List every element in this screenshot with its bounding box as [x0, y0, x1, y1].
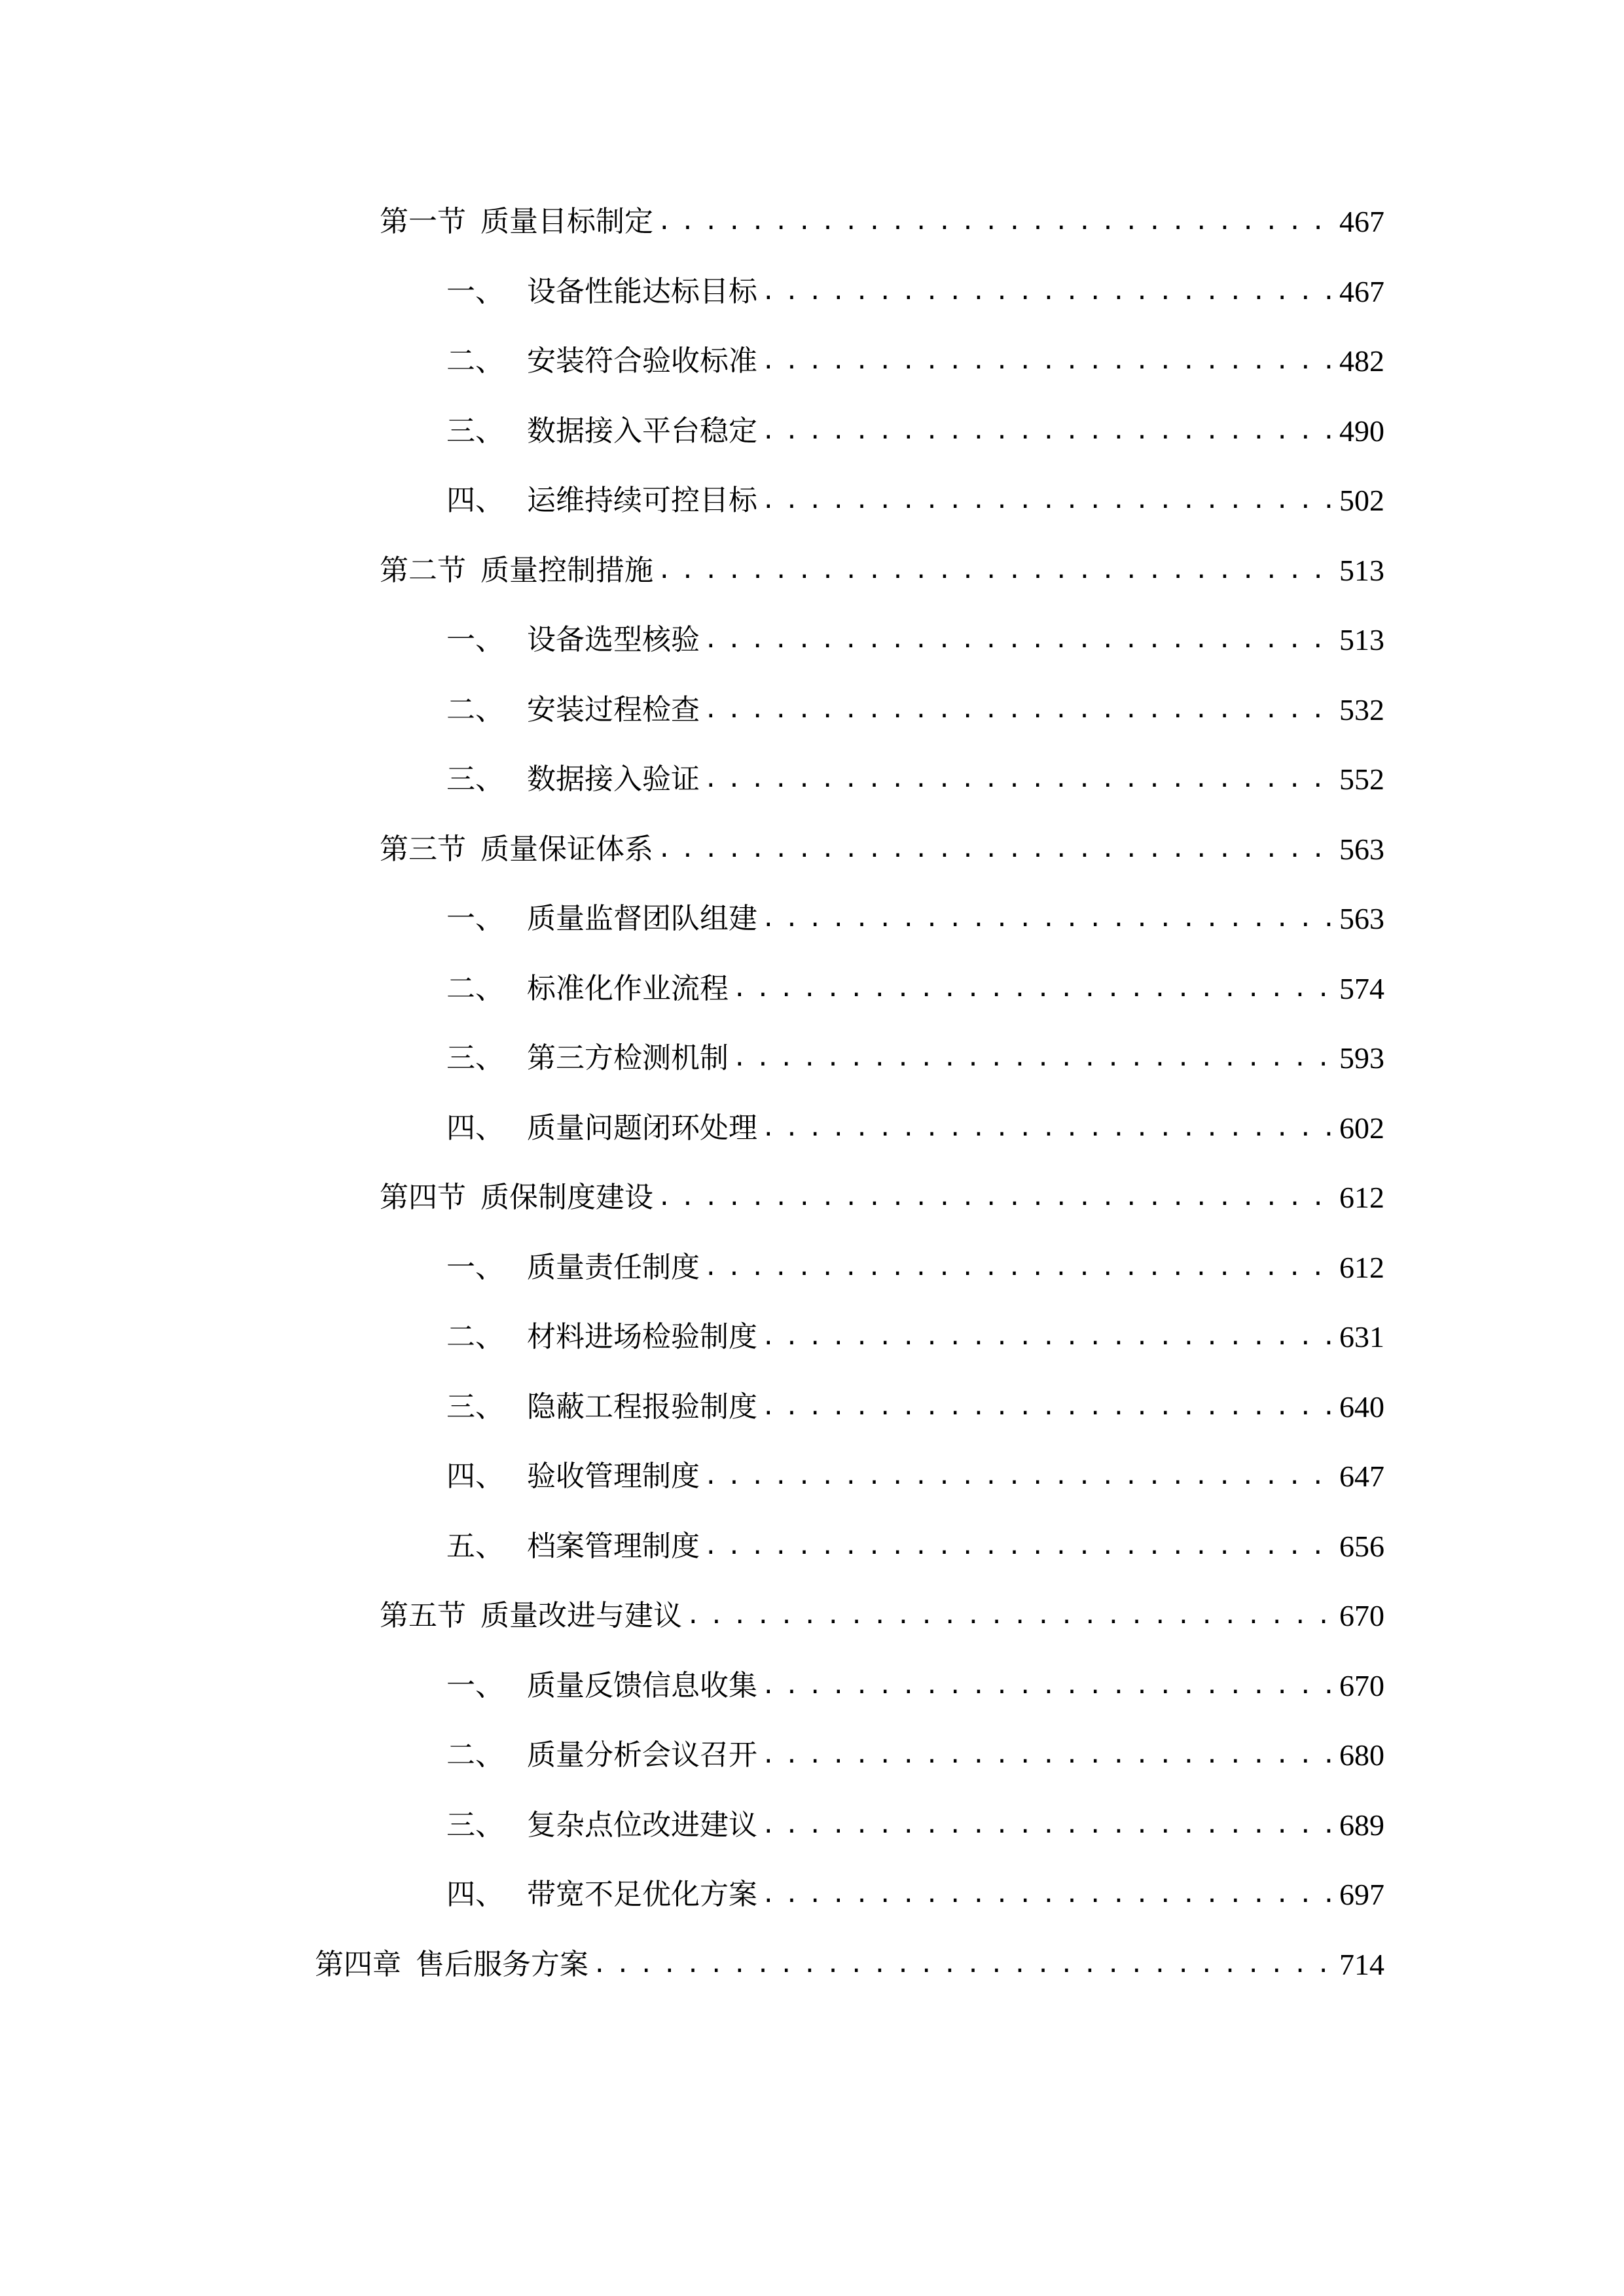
toc-entry-page: 593: [1339, 1041, 1384, 1075]
toc-entry-section[interactable]: [380, 202, 1384, 242]
toc-entry-page: 612: [1339, 1250, 1384, 1284]
toc-entry-page: 670: [1339, 1668, 1384, 1702]
toc-entry-number: 二、: [446, 692, 504, 726]
dot-leader: [657, 551, 1331, 590]
toc-entry-number: 第五节: [380, 1599, 466, 1632]
toc-entry-number: 三、: [446, 762, 504, 796]
dot-leader: [732, 969, 1331, 1009]
toc-entry-title: 数据接入验证: [527, 762, 700, 796]
toc-entry-item[interactable]: [446, 1527, 1384, 1566]
toc-entry-section[interactable]: [380, 1178, 1384, 1217]
toc-entry-title: 质保制度建设: [480, 1181, 653, 1214]
toc-entry-title: 质量目标制定: [480, 205, 653, 238]
toc-entry-number: 第二节: [380, 553, 466, 587]
toc-entry-number: 四、: [446, 1111, 504, 1145]
toc-entry-number: 一、: [446, 1250, 504, 1284]
toc-entry-page: 563: [1339, 832, 1384, 866]
toc-entry-item[interactable]: [446, 760, 1384, 799]
dot-leader: [761, 272, 1331, 312]
dot-leader: [704, 760, 1331, 799]
toc-entry-title: 设备性能达标目标: [527, 274, 757, 308]
toc-entry-item[interactable]: [446, 1109, 1384, 1148]
dot-leader: [761, 1388, 1331, 1427]
toc-entry-title: 标准化作业流程: [527, 971, 729, 1005]
toc-entry-item[interactable]: [446, 272, 1384, 312]
toc-entry-page: 647: [1339, 1460, 1384, 1493]
toc-entry-title: 质量保证体系: [480, 832, 653, 866]
toc-entry-page: 563: [1339, 902, 1384, 935]
toc-entry-title: 质量改进与建议: [480, 1599, 682, 1632]
toc-entry-item[interactable]: [446, 1666, 1384, 1706]
toc-entry-number: 二、: [446, 344, 504, 378]
toc-entry-page: 513: [1339, 623, 1384, 656]
toc-entry-item[interactable]: [446, 1388, 1384, 1427]
toc-entry-item[interactable]: [446, 1457, 1384, 1496]
toc-entry-page: 670: [1339, 1599, 1384, 1632]
toc-entry-item[interactable]: [446, 1318, 1384, 1357]
toc-entry-title: 质量问题闭环处理: [527, 1111, 757, 1145]
toc-entry-title: 运维持续可控目标: [527, 484, 757, 517]
dot-leader: [761, 342, 1331, 381]
toc-entry-title: 质量反馈信息收集: [527, 1668, 757, 1702]
toc-entry-page: 689: [1339, 1808, 1384, 1842]
toc-entry-section[interactable]: [380, 830, 1384, 869]
toc-entry-title: 数据接入平台稳定: [527, 414, 757, 448]
dot-leader: [761, 1806, 1331, 1845]
dot-leader: [704, 1527, 1331, 1566]
dot-leader: [761, 481, 1331, 520]
toc-entry-number: 第三节: [380, 832, 466, 866]
dot-leader: [704, 1248, 1331, 1287]
toc-entry-page: 502: [1339, 484, 1384, 517]
toc-entry-item[interactable]: [446, 1806, 1384, 1845]
toc-entry-page: 574: [1339, 971, 1384, 1005]
toc-entry-page: 714: [1339, 1947, 1384, 1981]
toc-entry-number: 二、: [446, 1320, 504, 1354]
toc-entry-item[interactable]: [446, 620, 1384, 660]
toc-entry-title: 验收管理制度: [527, 1460, 700, 1493]
toc-entry-number: 四、: [446, 1460, 504, 1493]
toc-entry-number: 五、: [446, 1529, 504, 1563]
toc-entry-number: 第一节: [380, 205, 466, 238]
toc-entry-number: 二、: [446, 971, 504, 1005]
toc-entry-number: 一、: [446, 274, 504, 308]
toc-entry-item[interactable]: [446, 1736, 1384, 1775]
toc-entry-page: 680: [1339, 1738, 1384, 1772]
toc-entry-number: 一、: [446, 1668, 504, 1702]
toc-entry-title: 售后服务方案: [416, 1947, 588, 1981]
toc-entry-title: 隐蔽工程报验制度: [527, 1390, 757, 1424]
dot-leader: [657, 1178, 1331, 1217]
toc-entry-title: 第三方检测机制: [527, 1041, 729, 1075]
toc-entry-title: 安装过程检查: [527, 692, 700, 726]
toc-entry-number: 四、: [446, 1878, 504, 1911]
toc-entry-page: 513: [1339, 553, 1384, 587]
toc-entry-number: 四、: [446, 484, 504, 517]
dot-leader: [761, 412, 1331, 451]
toc-entry-title: 材料进场检验制度: [527, 1320, 757, 1354]
toc-entry-item[interactable]: [446, 481, 1384, 520]
dot-leader: [686, 1596, 1331, 1636]
toc-entry-page: 656: [1339, 1529, 1384, 1563]
toc-entry-page: 602: [1339, 1111, 1384, 1145]
toc-entry-number: 三、: [446, 1390, 504, 1424]
toc-entry-page: 467: [1339, 274, 1384, 308]
dot-leader: [704, 1457, 1331, 1496]
toc-entry-section[interactable]: [380, 551, 1384, 590]
toc-entry-chapter[interactable]: [315, 1945, 1384, 1984]
toc-entry-number: 一、: [446, 623, 504, 656]
toc-entry-page: 552: [1339, 762, 1384, 796]
toc-entry-title: 安装符合验收标准: [527, 344, 757, 378]
toc-entry-title: 质量责任制度: [527, 1250, 700, 1284]
toc-entry-item[interactable]: [446, 1248, 1384, 1287]
dot-leader: [592, 1945, 1331, 1984]
toc-entry-number: 第四节: [380, 1181, 466, 1214]
toc-entry-page: 640: [1339, 1390, 1384, 1424]
toc-entry-title: 质量控制措施: [480, 553, 653, 587]
toc-entry-item[interactable]: [446, 342, 1384, 381]
toc-entry-item[interactable]: [446, 691, 1384, 730]
toc-entry-page: 532: [1339, 692, 1384, 726]
toc-entry-number: 三、: [446, 1808, 504, 1842]
toc-entry-page: 697: [1339, 1878, 1384, 1911]
dot-leader: [704, 620, 1331, 660]
dot-leader: [657, 202, 1331, 242]
dot-leader: [761, 1875, 1331, 1914]
toc-entry-number: 三、: [446, 414, 504, 448]
toc-entry-page: 631: [1339, 1320, 1384, 1354]
dot-leader: [761, 1736, 1331, 1775]
toc-entry-item[interactable]: [446, 1875, 1384, 1914]
toc-entry-item[interactable]: [446, 1039, 1384, 1078]
toc-entry-number: 一、: [446, 902, 504, 935]
toc-entry-number: 第四章: [315, 1947, 401, 1981]
toc-entry-title: 设备选型核验: [527, 623, 700, 656]
toc-entry-section[interactable]: [380, 1596, 1384, 1636]
toc-entry-page: 482: [1339, 344, 1384, 378]
dot-leader: [761, 1318, 1331, 1357]
dot-leader: [761, 1666, 1331, 1706]
toc-entry-page: 490: [1339, 414, 1384, 448]
toc-entry-item[interactable]: [446, 899, 1384, 939]
toc-entry-item[interactable]: [446, 412, 1384, 451]
dot-leader: [704, 691, 1331, 730]
toc-entry-title: 档案管理制度: [527, 1529, 700, 1563]
toc-entry-number: 三、: [446, 1041, 504, 1075]
toc-entry-page: 467: [1339, 205, 1384, 238]
toc-entry-title: 复杂点位改进建议: [527, 1808, 757, 1842]
toc-entry-number: 二、: [446, 1738, 504, 1772]
toc-entry-item[interactable]: [446, 969, 1384, 1009]
dot-leader: [761, 1109, 1331, 1148]
toc-entry-title: 质量监督团队组建: [527, 902, 757, 935]
toc-entry-title: 带宽不足优化方案: [527, 1878, 757, 1911]
dot-leader: [732, 1039, 1331, 1078]
dot-leader: [761, 899, 1331, 939]
toc-entry-title: 质量分析会议召开: [527, 1738, 757, 1772]
toc-entry-page: 612: [1339, 1181, 1384, 1214]
dot-leader: [657, 830, 1331, 869]
